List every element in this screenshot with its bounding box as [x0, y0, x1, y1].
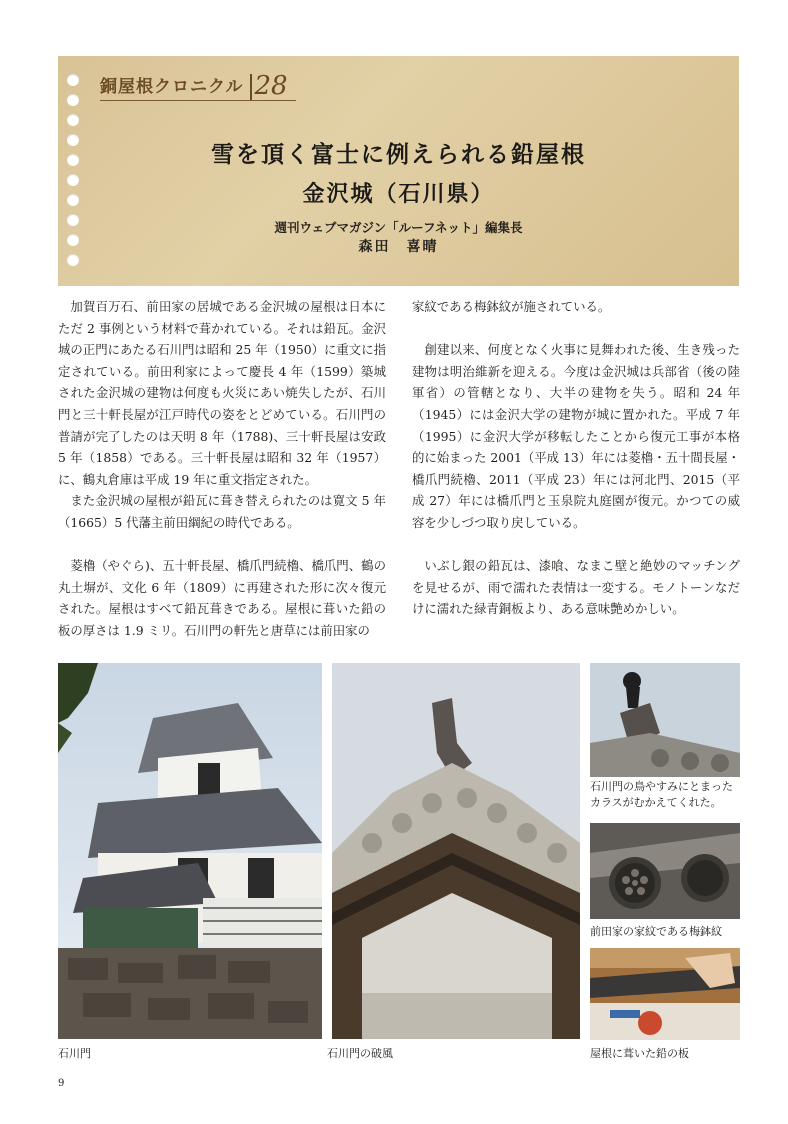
- paragraph: 加賀百万石、前田家の居城である金沢城の屋根は日本にただ 2 事例という材料で葺かれている。それは鉛瓦。金沢城の正門にあたる石川門は昭和 25 年（1950）に重文に指定されている。前田利家によって慶長 4 年（1599）築城された金沢城の建物は何度も火災にあい焼失したが、石川門と三十軒長屋が江戸時代の姿をとどめている。石川門の普請が完了したのは天明 8 年（1788)、三十軒長屋は安政 5 年（1858）である。三十軒長屋は昭和 32 年（1957）に、鶴丸倉庫は平成 19 年に重文指定された。: [58, 299, 386, 487]
- binder-hole: [67, 74, 79, 86]
- gable-caption: 石川門の破風: [327, 1047, 393, 1060]
- paragraph: 創建以来、何度となく火事に見舞われた後、生き残った建物は明治維新を迎える。今度は金沢城は兵部省（後の陸軍省）の管轄となり、大半の建物を失う。昭和 24 年（1945）には金沢大学の建物が城に置かれた。平成 7 年（1995）に金沢大学が移転したことから復元工事が本格的に始まった 2001（平成 13）年には菱櫓・五十間長屋・橋爪門続櫓、2011（平成 23）年には河北門、2015（平成 27）年には橋爪門と玉泉院丸庭園が復元。かつての威容を少しづつ取り戻している。: [412, 342, 740, 530]
- binder-hole: [67, 114, 79, 126]
- series-label: 銅屋根クロニクル: [100, 77, 244, 97]
- gate-caption: 石川門: [58, 1047, 91, 1060]
- paragraph: また金沢城の屋根が鉛瓦に葺き替えられたのは寛文 5 年（1665）5 代藩主前田綱紀の時代である。: [58, 493, 386, 530]
- body-column-right: [412, 296, 740, 620]
- crest-caption: 前田家の家紋である梅鉢紋: [590, 925, 722, 938]
- page-number: 9: [58, 1078, 65, 1089]
- paragraph: いぶし銀の鉛瓦は、漆喰、なまこ壁と絶妙のマッチングを見せるが、雨で濡れた表情は一変する。モノトーンなだけに濡れた緑青銅板より、ある意味艶めかしい。: [412, 558, 740, 617]
- paragraph: 菱櫓（やぐら)、五十軒長屋、橋爪門続櫓、橋爪門、鶴の丸土塀が、文化 6 年（1809）に再建された形に次々復元された。屋根はすべて鉛瓦葺きである。屋根に葺いた鉛の板の厚さは 1.9 ミリ。石川門の軒先と唐草には前田家の: [58, 558, 386, 638]
- article-title: 雪を頂く富士に例えられる鉛屋根: [211, 142, 586, 168]
- crow-caption: 石川門の鳥やすみにとまったカラスがむかえてくれた。: [590, 780, 733, 809]
- series-number: 28: [254, 71, 288, 101]
- gate-photo: [58, 663, 322, 1039]
- gable-photo: [332, 663, 580, 1039]
- author-name: 森田 喜晴: [358, 239, 439, 255]
- lead-sheet-photo: [590, 948, 740, 1040]
- lead-sheet-caption: 屋根に葺いた鉛の板: [590, 1047, 689, 1060]
- binder-hole: [67, 94, 79, 106]
- article-subtitle: 金沢城（石川県）: [302, 182, 495, 207]
- series-heading: [100, 70, 296, 101]
- crest-photo: [590, 823, 740, 919]
- body-column-left: [58, 296, 386, 642]
- paragraph: 家紋である梅鉢紋が施されている。: [412, 299, 611, 314]
- author-affiliation: 週刊ウェブマガジン「ルーフネット」編集長: [274, 220, 523, 235]
- header-panel: [58, 56, 739, 286]
- crow-photo: [590, 663, 740, 777]
- series-divider: [250, 74, 252, 100]
